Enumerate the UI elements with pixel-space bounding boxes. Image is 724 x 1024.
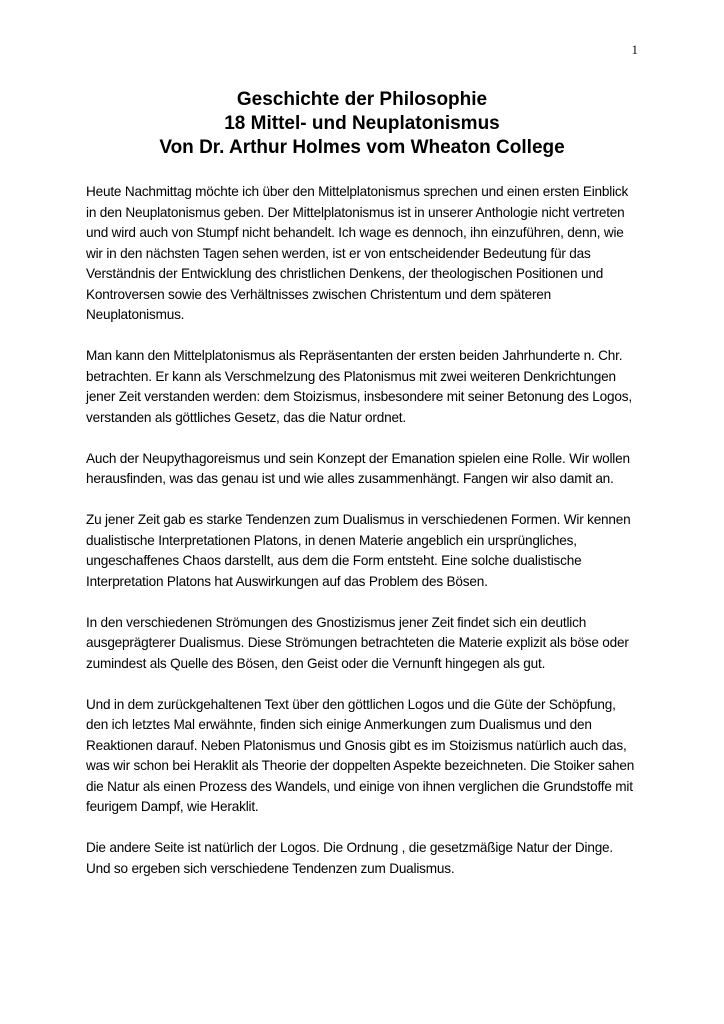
document-body [86, 182, 638, 900]
document-title [86, 88, 638, 160]
body-paragraph: Man kann den Mittelplatonismus als Repräsentanten der ersten beiden Jahrhunderte n. Chr. betrachten. Er kann als Verschmelzung des Platonismus mit zwei weiteren Denkrichtungen jener Zeit verstanden werden: dem Stoizismus, insbesondere mit seiner Betonung des Logos, verstanden als göttliches Gesetz, das die Natur ordnet. [86, 348, 632, 425]
page-number: 1 [631, 42, 638, 57]
body-paragraph: Heute Nachmittag möchte ich über den Mittelplatonismus sprechen und einen ersten Einblick in den Neuplatonismus geben. Der Mittelplatonismus ist in unserer Anthologie nicht vertreten und wird auch von Stumpf nicht behandelt. Ich wage es dennoch, ihn einzuführen, denn, wie wir in den nächsten Tagen sehen werden, ist er von entscheidender Bedeutung für das Verständnis der Entwicklung des christlichen Denkens, der theologischen Positionen und Kontroversen sowie des Verhältnisses zwischen Christentum und dem späteren Neuplatonismus. [86, 184, 629, 322]
title-line-lecture: 18 Mittel- und Neuplatonismus [224, 113, 500, 134]
body-paragraph: Die andere Seite ist natürlich der Logos. Die Ordnung , die gesetzmäßige Natur der Dinge. Und so ergeben sich verschiedene Tendenzen zum Dualismus. [86, 840, 613, 876]
body-paragraph: In den verschiedenen Strömungen des Gnostizismus jener Zeit findet sich ein deutlich ausgeprägterer Dualismus. Diese Strömungen betrachteten die Materie explizit als böse oder zumindest als Quelle des Bösen, den Geist oder die Vernunft hingegen als gut. [86, 614, 629, 671]
body-paragraph: Und in dem zurückgehaltenen Text über den göttlichen Logos und die Güte der Schöpfung, den ich letztes Mal erwähnte, finden sich einige Anmerkungen zum Dualismus und den Reaktionen darauf. Neben Platonismus und Gnosis gibt es im Stoizismus natürlich auch das, was wir schon bei Heraklit als Theorie der doppelten Aspekte bezeichneten. Die Stoiker sahen die Natur als einen Prozess des Wandels, und einige von ihnen verglichen die Grundstoffe mit feurigem Dampf, wie Heraklit. [86, 696, 635, 814]
title-line-author: Von Dr. Arthur Holmes vom Wheaton College [159, 137, 565, 158]
title-line-course: Geschichte der Philosophie [236, 89, 488, 110]
body-paragraph: Auch der Neupythagoreismus und sein Konzept der Emanation spielen eine Rolle. Wir wollen herausfinden, was das genau ist und wie alles zusammenhängt. Fangen wir also damit an. [86, 450, 630, 486]
body-paragraph: Zu jener Zeit gab es starke Tendenzen zum Dualismus in verschiedenen Formen. Wir kennen dualistische Interpretationen Platons, in denen Materie angeblich ein ursprüngliches, ungeschaffenes Chaos darstellt, aus dem die Form entsteht. Eine solche dualistische Interpretation Platons hat Auswirkungen auf das Problem des Bösen. [86, 512, 631, 589]
